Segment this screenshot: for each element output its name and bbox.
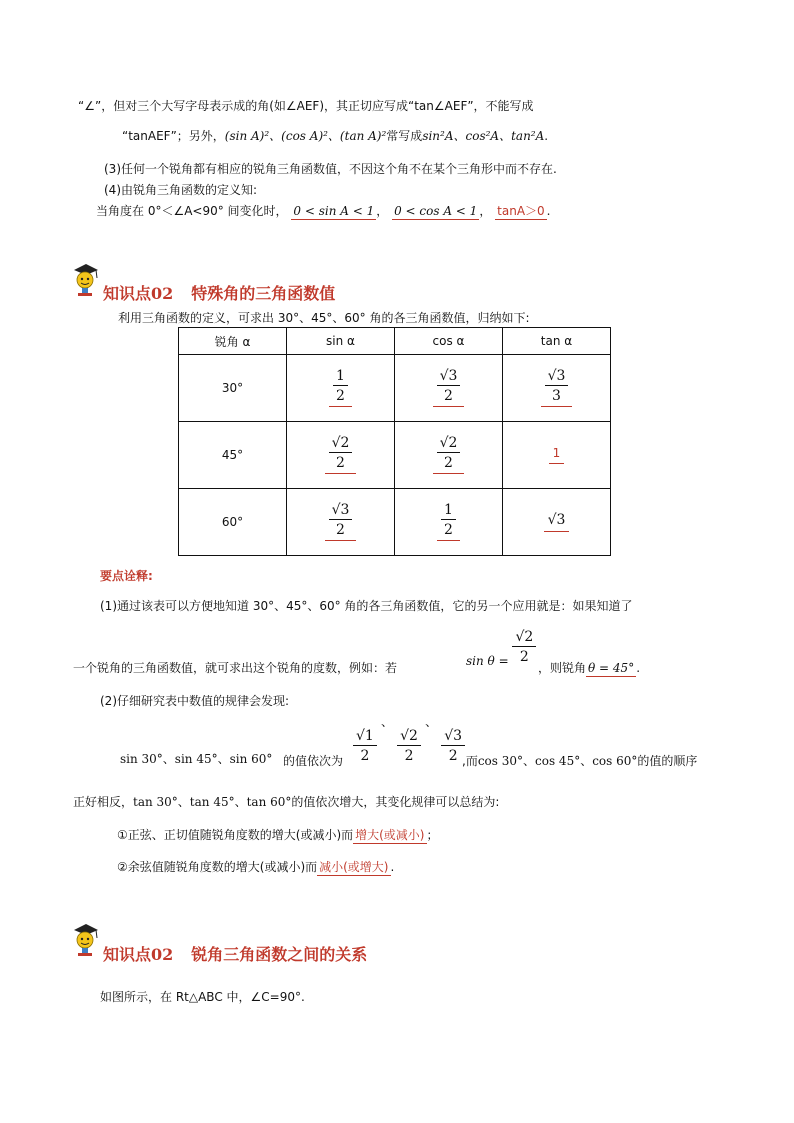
notes-p1-answer: ，则锐角 θ = 45° . (538, 661, 641, 675)
answer-rule-1: 增大(或减小) (355, 828, 425, 842)
notes-p1-line1: (1)通过该表可以方便地知道 30°、45°、60° 角的各三角函数值，它的另一个应用就是：如果知道了 (100, 599, 633, 613)
section1-intro: 利用三角函数的定义，可求出 30°、45°、60° 角的各三角函数值，归纳如下: (118, 311, 530, 325)
value-cell: $\frac{1}{2}$ (395, 489, 503, 556)
table-header-cos: cos α (395, 328, 503, 355)
value-cell: $\frac{√3}{2}$ (287, 489, 395, 556)
value-cell: 1 (503, 422, 611, 489)
para-line-4: (4)由锐角三角函数的定义知: (104, 183, 258, 197)
notes-p1-formula: sin θ = $\frac{√2}{2}$ (466, 630, 536, 664)
value-cell: $\frac{√2}{2}$ (287, 422, 395, 489)
angle-cell: 60° (179, 489, 287, 556)
value-cell: $\frac{√2}{2}$ (395, 422, 503, 489)
angle-cell: 45° (179, 422, 287, 489)
notes-p2: (2)仔细研究表中数值的规律会发现: (100, 694, 290, 708)
answer-sin-range: 0 < sin A < 1 (293, 204, 375, 218)
value-cell: $\frac{√3}{2}$ (395, 355, 503, 422)
notes-p2-coss: ,而cos 30°、cos 45°、cos 60°的值的顺序 (462, 754, 698, 768)
answer-tan-range: tanA＞0 (497, 204, 545, 218)
section-heading-relations: 知识点02 锐角三角函数之间的关系 (103, 945, 368, 964)
notes-title: 要点诠释: (100, 569, 153, 583)
notes-p2-val: 的值依次为 (283, 754, 344, 768)
angle-cell: 30° (179, 355, 287, 422)
para-line-5: 当角度在 0°＜∠A<90° 间变化时， 0 < sin A < 1 ， 0 < cos A < 1 ， tanA＞0 . (96, 204, 551, 218)
notes-rule-1: ①正弦、正切值随锐角度数的增大(或减小)而 增大(或减小) ； (117, 828, 439, 842)
notes-p1-line2: 一个锐角的三角函数值，就可求出这个锐角的度数，例如：若 (73, 661, 398, 675)
section-heading-special-angles: 知识点02 特殊角的三角函数值 (103, 284, 336, 303)
trig-values-table (178, 327, 611, 556)
answer-cos-range: 0 < cos A < 1 (394, 204, 478, 218)
value-cell: √3 (503, 489, 611, 556)
table-row (179, 489, 611, 556)
para-line-2: “tanAEF”；另外，(sin A)²、(cos A)²、(tan A)²常写成sin²A、cos²A、tan²A. (122, 129, 549, 143)
table-header-angle: 锐角 α (179, 328, 287, 355)
value-cell: $\frac{1}{2}$ (287, 355, 395, 422)
notes-p3: 正好相反，tan 30°、tan 45°、tan 60°的值依次增大，其变化规律可以总结为: (73, 795, 500, 809)
scholar-mascot-icon (70, 262, 100, 302)
notes-p2-sins: sin 30°、sin 45°、sin 60° (120, 752, 273, 766)
table-header-sin: sin α (287, 328, 395, 355)
answer-rule-2: 减小(或增大) (319, 860, 389, 874)
answer-theta: θ = 45° (588, 661, 635, 675)
notes-rule-2: ②余弦值随锐角度数的增大(或减小)而 减小(或增大) . (117, 860, 395, 874)
table-row (179, 422, 611, 489)
para-line-3: (3)任何一个锐角都有相应的锐角三角函数值，不因这个角不在某个三角形中而不存在. (104, 162, 557, 176)
notes-p2-fractions: $\frac{√1}{2}$ 、 $\frac{√2}{2}$ 、 $\frac{√3}{2}$ (353, 727, 465, 763)
value-cell: $\frac{√3}{3}$ (503, 355, 611, 422)
para-line-1: “∠”，但对三个大写字母表示成的角(如∠AEF)，其正切应写成“tan∠AEF”，不能写成 (78, 99, 534, 113)
table-header-tan: tan α (503, 328, 611, 355)
table-row (179, 355, 611, 422)
section2-intro: 如图所示，在 Rt△ABC 中，∠C=90°. (100, 990, 305, 1004)
scholar-mascot-icon (70, 922, 100, 962)
